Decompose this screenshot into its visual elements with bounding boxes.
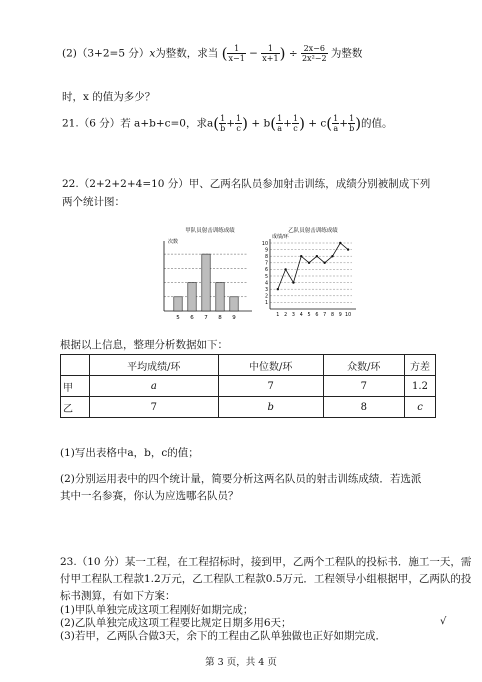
- table-cell: 7: [90, 397, 219, 418]
- chart2-x-tick-label: 9: [338, 313, 342, 318]
- chart2-title: 乙队员射击训练成绩: [288, 228, 338, 234]
- chart2-y-tick-label: 10: [261, 241, 268, 247]
- table-row-label: 乙: [61, 397, 90, 418]
- q20-text: 为整数，求当: [155, 47, 219, 60]
- q21-b-term: + b: [251, 117, 271, 130]
- table-header-row: [61, 355, 436, 376]
- table-cell: b: [218, 397, 323, 418]
- table-cell: 7: [323, 376, 404, 397]
- q20-part-label: (2)（3+2=5 分）: [62, 47, 150, 60]
- chart2-point: [277, 288, 279, 290]
- chart2-point: [339, 242, 341, 244]
- q20-frac2: $\frac{1}{x+1}$: [262, 44, 279, 63]
- chart2-point: [292, 281, 294, 283]
- q21-head: 21.（6 分）若 a+b+c=0，求a: [62, 117, 214, 130]
- chart2-y-tick-label: 9: [264, 248, 268, 254]
- chart2-y-tick-label: 5: [264, 274, 268, 280]
- chart2-x-tick-label: 3: [291, 313, 295, 318]
- q21-line: 21.（6 分）若 a+b+c=0，求a( $\frac{1}{b}$ + $\frac{1}{c}$ ) + b( $\frac{1}{a}$ + $\frac{1}{c}$ ) + c( $\frac{1}{a}$ + $\frac{1}{b}$ )的值。: [62, 114, 393, 133]
- q22-sub1: (1)写出表格中a，b，c的值；: [60, 447, 199, 459]
- page-footer: 第 3 页，共 4 页: [205, 657, 277, 668]
- q22-sub2b: 其中一名参赛，你认为应选哪名队员？: [60, 490, 239, 502]
- table-cell: 8: [323, 397, 404, 418]
- q22-after-text: 根据以上信息，整理分析数据如下：: [60, 339, 228, 351]
- chart2-x-tick-label: 8: [330, 313, 335, 318]
- q22-line2: 两个统计图：: [62, 196, 125, 208]
- q20-frac3: $\frac{2x-6}{\text{2x²−2}}$: [301, 44, 327, 63]
- table-header: 方差: [405, 355, 436, 376]
- chart2-y-tick-label: 4: [264, 281, 268, 287]
- table-row: [61, 397, 436, 418]
- chart1-ylabel: 次数: [168, 239, 179, 245]
- chart1-bar: [230, 297, 238, 311]
- chart2-y-tick-label: 7: [264, 261, 268, 267]
- chart2-point: [300, 255, 302, 257]
- q20-part2-line1: [62, 44, 362, 63]
- q23-line6: (3)若甲，乙两队合做3天，余下的工程由乙队单独做也正好如期完成．: [60, 630, 387, 642]
- chart1-x-tick-label: 8: [218, 315, 222, 321]
- chart2-point: [331, 255, 333, 257]
- chart1-x-tick-label: 7: [204, 315, 208, 321]
- chart2-x-tick-label: 10: [345, 313, 352, 318]
- chart2-x-tick-label: 1: [276, 313, 280, 318]
- q20-lparen: (: [221, 44, 228, 63]
- table-row: [61, 376, 436, 397]
- table-header: 中位数/环: [218, 355, 323, 376]
- q20-minus: −: [249, 47, 258, 60]
- chart1-bar: [202, 254, 210, 311]
- chart1-bar: [174, 297, 182, 311]
- table-row-label: 甲: [61, 376, 90, 397]
- chart2-x-tick-label: 6: [315, 313, 319, 318]
- q20-var-x: x: [149, 47, 156, 60]
- chart2-y-tick-label: 8: [264, 255, 268, 260]
- chart2-x-tick-label: 5: [307, 313, 311, 318]
- chart2-ylabel: 成绩/环: [272, 234, 289, 240]
- table-header: 众数/环: [323, 355, 404, 376]
- chart2-x-tick-label: 2: [284, 313, 288, 318]
- table-cell: c: [405, 397, 436, 418]
- chart2-x-tick-label: 7: [323, 313, 327, 318]
- q22-charts: [150, 225, 360, 325]
- q20-tail: 为整数: [330, 47, 363, 60]
- handwritten-check-mark: √: [440, 616, 447, 627]
- chart2-x-tick-label: 4: [299, 313, 303, 318]
- q23-line4: (1)甲队单独完成这项工程刚好如期完成；: [60, 604, 254, 616]
- chart2-y-tick-label: 2: [264, 294, 268, 300]
- chart1-bar: [188, 283, 196, 311]
- chart2-y-tick-label: 1: [264, 301, 268, 307]
- table-cell: 1.2: [405, 376, 436, 397]
- q20-div: ÷: [288, 47, 298, 60]
- chart2-y-tick-label: 6: [264, 268, 268, 274]
- chart1-bar: [216, 283, 224, 311]
- q20-rparen: ): [279, 44, 286, 63]
- q23-line3: 标书测算，有如下方案：: [60, 590, 176, 602]
- q21-end: 的值。: [361, 117, 393, 130]
- q22-sub2a: (2)分别运用表中的四个统计量，简要分析这两名队员的射击训练成绩．若选派: [60, 473, 422, 485]
- chart1-x-tick-label: 6: [190, 315, 194, 321]
- q23-line2: 付甲工程队工程款1.2万元，乙工程队工程款0.5万元．工程领导小组根据甲，乙两队的投: [60, 573, 472, 585]
- table-cell: a: [90, 376, 219, 397]
- chart2-series-line: [278, 243, 348, 289]
- q22-line1: 22.（2+2+2+4=10 分）甲、乙两名队员参加射击训练，成绩分别被制成下列: [62, 178, 431, 190]
- chart2-point: [308, 262, 310, 264]
- chart1-title: 甲队员射击训练成绩: [185, 228, 235, 234]
- chart2-point: [323, 262, 325, 264]
- q23-line5: (2)乙队单独完成这项工程要比规定日期多用6天；: [60, 617, 292, 629]
- q20-frac1: $\frac{1}{x-1}$: [228, 44, 245, 63]
- chart1-x-tick-label: 9: [232, 315, 236, 321]
- table-header: 平均成绩/环: [90, 355, 219, 376]
- chart2-point: [284, 268, 286, 270]
- q20-line2: 时，x 的值为多少？: [62, 91, 156, 103]
- q22-stats-table: [60, 354, 436, 418]
- q23-line1: 23.（10 分）某一工程，在工程招标时，接到甲，乙两个工程队的投标书．施工一天，需: [60, 556, 472, 568]
- table-cell: 7: [218, 376, 323, 397]
- table-corner: [61, 355, 90, 376]
- chart2-y-tick-label: 3: [264, 288, 268, 293]
- q21-c-term: + c: [308, 117, 327, 130]
- chart1-x-tick-label: 5: [176, 315, 180, 321]
- chart2-point: [347, 248, 349, 250]
- chart2-point: [316, 255, 318, 257]
